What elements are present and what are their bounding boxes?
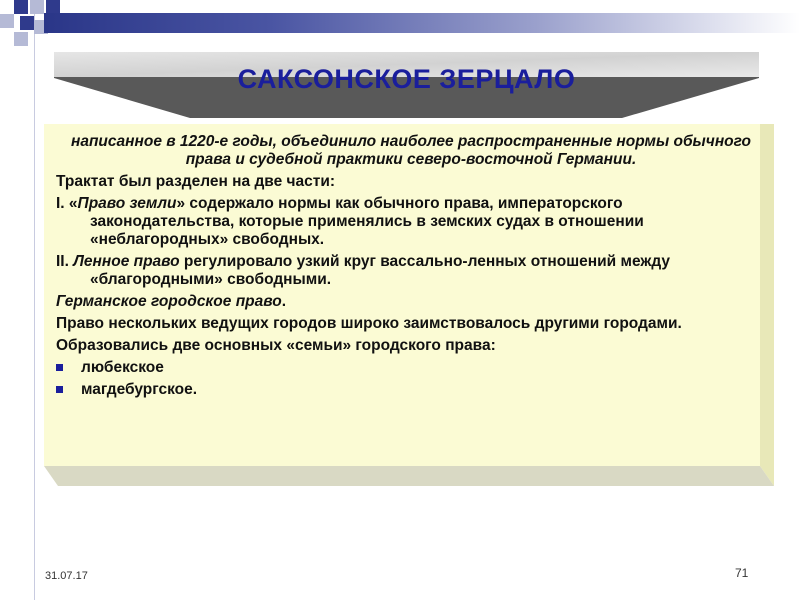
slide-content <box>56 133 766 403</box>
decorative-square <box>0 14 14 28</box>
list-item: любекское <box>56 359 766 377</box>
header-band <box>44 13 800 33</box>
decorative-line <box>34 0 35 600</box>
footer-date: 31.07.17 <box>45 570 88 582</box>
decorative-square <box>14 0 28 14</box>
part-one-text: I. «Право земли» содержало нормы как обычного права, императорского законодательства, которые применялись в земских судах в отношении «неблагородных» свободных. <box>56 195 644 248</box>
list-item: магдебургское. <box>56 381 766 399</box>
title-box <box>54 52 759 118</box>
city-law-heading: Германское городское право. <box>56 293 287 310</box>
families-text: Образовались две основных «семьи» городского права: <box>56 337 496 354</box>
treatise-text: Трактат был разделен на две части: <box>56 173 336 190</box>
part-two-text: II. Ленное право регулировало узкий круг вассально-ленных отношений между «благородными» свободными. <box>56 253 671 288</box>
decorative-square <box>20 16 34 30</box>
decorative-square <box>14 32 28 46</box>
decorative-square <box>30 0 44 14</box>
square-bullet-icon <box>56 364 63 371</box>
borrowing-text: Право нескольких ведущих городов широко заимствовалось другими городами. <box>56 315 682 332</box>
square-bullet-icon <box>56 386 63 393</box>
intro-text: написанное в 1220-е годы, объединило наиболее распространенные нормы обычного права и судебной практики северо-восточной Германии. <box>70 133 752 168</box>
page-number: 71 <box>735 566 749 580</box>
decorative-square <box>46 0 60 14</box>
slide-title: САКСОНСКОЕ ЗЕРЦАЛО <box>237 64 576 94</box>
